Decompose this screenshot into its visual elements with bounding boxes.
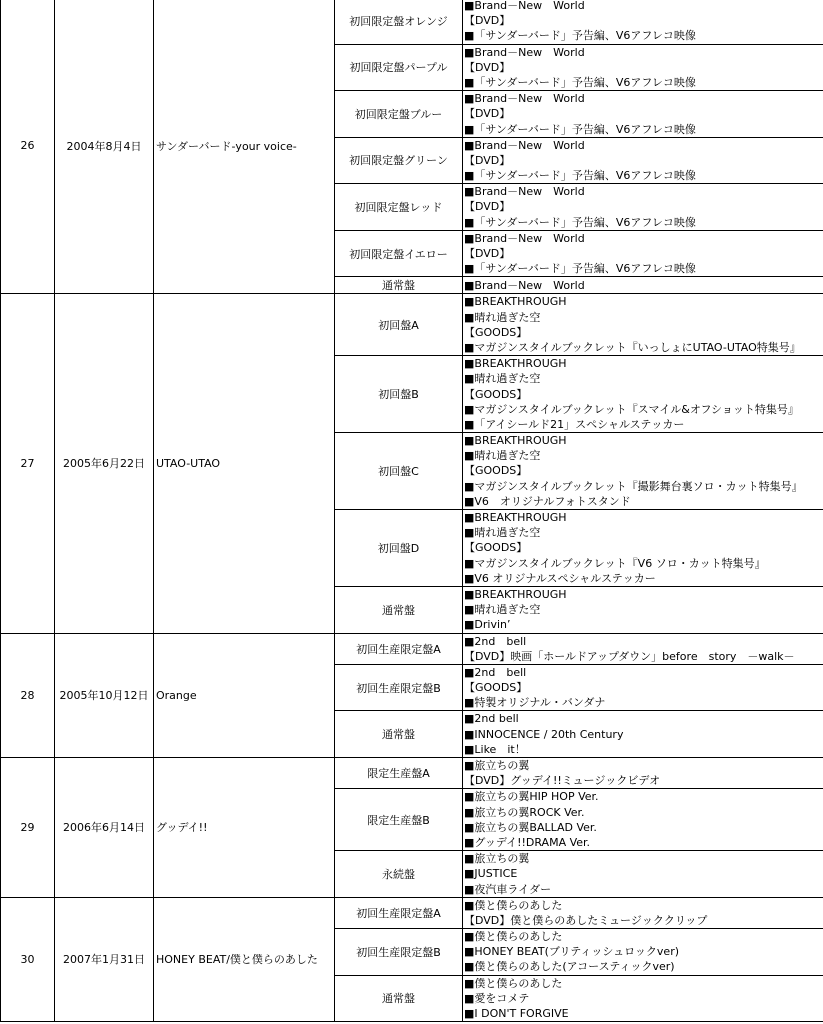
edition-label-cell: 初回限定盤レッド — [335, 184, 463, 231]
release-date-cell: 2006年6月14日 — [55, 758, 154, 898]
content-line: ■「サンダーバード」予告編、V6アフレコ映像 — [464, 122, 696, 136]
content-line: ■マガジンスタイルブックレット『いっしょにUTAO-UTAO特集号』 — [464, 340, 801, 354]
content-line: ■BREAKTHROUGH — [464, 295, 567, 309]
content-line: 【DVD】 — [464, 14, 511, 28]
edition-label-cell: 通常盤 — [335, 277, 463, 294]
release-title-cell: グッデイ!! — [154, 758, 335, 898]
edition-label-cell: 通常盤 — [335, 711, 463, 758]
edition-contents-cell — [463, 184, 823, 231]
content-line: ■Brand－New World — [464, 231, 585, 245]
release-date-cell: 2005年10月12日 — [55, 633, 154, 758]
content-line: 【DVD】僕と僕らのあしたミュージッククリップ — [464, 913, 708, 927]
edition-contents-cell — [463, 0, 823, 44]
edition-label-cell: 限定生産盤B — [335, 789, 463, 851]
table-row — [1, 0, 823, 44]
content-line: ■晴れ過ぎた空 — [464, 603, 541, 617]
release-date-cell: 2004年8月4日 — [55, 0, 154, 294]
table-row — [1, 294, 823, 356]
content-line: ■旅立ちの翼 — [464, 852, 530, 866]
edition-label-cell: 初回限定盤イエロー — [335, 230, 463, 277]
content-line: ■Drivin’ — [464, 618, 511, 632]
content-line: 【DVD】 — [464, 247, 511, 260]
content-line: ■「サンダーバード」予告編、V6アフレコ映像 — [464, 169, 696, 183]
release-date-cell: 2007年1月31日 — [55, 897, 154, 1022]
edition-label-cell: 初回生産限定盤B — [335, 664, 463, 711]
content-line: ■Brand－New World — [464, 185, 585, 199]
content-line: ■BREAKTHROUGH — [464, 511, 567, 524]
edition-contents-cell — [463, 851, 823, 898]
content-line: ■V6 オリジナルスペシャルステッカー — [464, 571, 656, 585]
content-line: ■旅立ちの翼HIP HOP Ver. — [464, 790, 599, 804]
content-line: ■Brand－New World — [464, 138, 585, 152]
edition-label-cell: 初回生産限定盤A — [335, 633, 463, 664]
edition-contents-cell — [463, 356, 823, 433]
release-date-cell: 2005年6月22日 — [55, 294, 154, 633]
content-line: 【DVD】 — [464, 107, 511, 121]
edition-contents-cell — [463, 277, 823, 294]
content-line: ■マガジンスタイルブックレット『撮影舞台裏ソロ・カット特集号』 — [464, 479, 803, 493]
release-number-cell: 28 — [1, 633, 55, 758]
content-line: ■2nd bell — [464, 712, 519, 726]
release-number-cell: 30 — [1, 897, 55, 1022]
edition-contents-cell — [463, 758, 823, 789]
content-line: ■V6 オリジナルフォトスタンド — [464, 494, 631, 508]
edition-label-cell: 初回盤C — [335, 433, 463, 510]
edition-contents-cell — [463, 929, 823, 976]
content-line: 【GOODS】 — [464, 681, 528, 695]
edition-label-cell: 通常盤 — [335, 975, 463, 1022]
content-line: ■マガジンスタイルブックレット『スマイル&オフショット特集号』 — [464, 402, 799, 416]
content-line: ■旅立ちの翼BALLAD Ver. — [464, 820, 597, 834]
content-line: ■旅立ちの翼ROCK Ver. — [464, 805, 585, 819]
edition-contents-cell — [463, 433, 823, 510]
content-line: ■INNOCENCE / 20th Century — [464, 727, 624, 741]
edition-contents-cell — [463, 975, 823, 1022]
content-line: ■HONEY BEAT(ブリティッシュロックver) — [464, 945, 680, 959]
content-line: ■「サンダーバード」予告編、V6アフレコ映像 — [464, 215, 696, 229]
content-line: ■僕と僕らのあした(アコースティックver) — [464, 960, 675, 974]
edition-contents-cell — [463, 633, 823, 664]
content-line: ■BREAKTHROUGH — [464, 357, 567, 371]
release-title-cell: サンダーバード-your voice- — [154, 0, 335, 294]
content-line: ■「サンダーバード」予告編、V6アフレコ映像 — [464, 262, 696, 276]
content-line: ■Brand－New World — [464, 0, 585, 12]
edition-contents-cell — [463, 91, 823, 138]
content-line: ■旅立ちの翼 — [464, 759, 530, 772]
content-line: ■2nd bell — [464, 634, 527, 648]
edition-label-cell: 初回生産限定盤A — [335, 897, 463, 928]
content-line: ■晴れ過ぎた空 — [464, 372, 541, 386]
edition-label-cell: 初回盤B — [335, 356, 463, 433]
table-row — [1, 758, 823, 789]
edition-contents-cell — [463, 789, 823, 851]
release-title-cell: HONEY BEAT/僕と僕らのあした — [154, 897, 335, 1022]
content-line: ■僕と僕らのあした — [464, 976, 563, 990]
content-line: ■「サンダーバード」予告編、V6アフレコ映像 — [464, 75, 696, 89]
edition-label-cell: 初回限定盤パープル — [335, 44, 463, 91]
content-line: ■JUSTICE — [464, 867, 518, 881]
table-row — [1, 897, 823, 928]
edition-label-cell: 通常盤 — [335, 586, 463, 633]
content-line: 【GOODS】 — [464, 541, 528, 555]
edition-contents-cell — [463, 897, 823, 928]
content-line: ■夜汽車ライダー — [464, 882, 552, 896]
content-line: ■僕と僕らのあした — [464, 898, 563, 912]
content-line: 【GOODS】 — [464, 325, 528, 339]
content-line: ■マガジンスタイルブックレット『V6 ソロ・カット特集号』 — [464, 556, 766, 570]
edition-label-cell: 初回限定盤ブルー — [335, 91, 463, 138]
content-line: ■晴れ過ぎた空 — [464, 310, 541, 324]
content-line: ■「サンダーバード」予告編、V6アフレコ映像 — [464, 29, 696, 43]
edition-contents-cell — [463, 137, 823, 184]
content-line: 【DVD】 — [464, 60, 511, 74]
release-number-cell: 27 — [1, 294, 55, 633]
content-line: ■Brand－New World — [464, 278, 585, 292]
edition-label-cell: 初回限定盤オレンジ — [335, 0, 463, 44]
edition-contents-cell — [463, 664, 823, 711]
content-line: ■愛をコメテ — [464, 991, 530, 1005]
edition-label-cell: 初回限定盤グリーン — [335, 137, 463, 184]
release-title-cell: UTAO-UTAO — [154, 294, 335, 633]
content-line: ■晴れ過ぎた空 — [464, 526, 541, 540]
edition-contents-cell — [463, 294, 823, 356]
edition-contents-cell — [463, 44, 823, 91]
edition-label-cell: 初回生産限定盤B — [335, 929, 463, 976]
release-number-cell: 26 — [1, 0, 55, 294]
content-line: ■特製オリジナル・バンダナ — [464, 696, 606, 710]
content-line: ■僕と僕らのあした — [464, 930, 563, 944]
content-line: 【DVD】 — [464, 200, 511, 214]
edition-contents-cell — [463, 711, 823, 758]
release-table-body — [1, 0, 823, 1022]
content-line: ■I DON'T FORGIVE — [464, 1007, 569, 1020]
content-line: 【GOODS】 — [464, 464, 528, 478]
content-line: ■BREAKTHROUGH — [464, 587, 567, 601]
content-line: 【DVD】 — [464, 153, 511, 167]
content-line: 【GOODS】 — [464, 387, 528, 401]
content-line: ■「アイシールド21」スペシャルステッカー — [464, 417, 685, 431]
content-line: 【DVD】映画「ホールドアップダウン」before story －walk－ — [464, 649, 795, 663]
table-row — [1, 633, 823, 664]
content-line: 【DVD】グッデイ!!ミュージックビデオ — [464, 774, 661, 788]
edition-label-cell: 初回盤A — [335, 294, 463, 356]
edition-contents-cell — [463, 586, 823, 633]
edition-label-cell: 限定生産盤A — [335, 758, 463, 789]
content-line: ■2nd bell — [464, 665, 527, 679]
content-line: ■晴れ過ぎた空 — [464, 449, 541, 463]
release-number-cell: 29 — [1, 758, 55, 898]
content-line: ■Brand－New World — [464, 92, 585, 106]
release-title-cell: Orange — [154, 633, 335, 758]
content-line: ■Like it！ — [464, 742, 526, 756]
edition-label-cell: 初回盤D — [335, 510, 463, 587]
edition-contents-cell — [463, 230, 823, 277]
edition-label-cell: 永続盤 — [335, 851, 463, 898]
content-line: ■BREAKTHROUGH — [464, 434, 567, 448]
content-line: ■グッデイ!!DRAMA Ver. — [464, 835, 591, 849]
edition-contents-cell — [463, 510, 823, 587]
content-line: ■Brand－New World — [464, 45, 585, 59]
